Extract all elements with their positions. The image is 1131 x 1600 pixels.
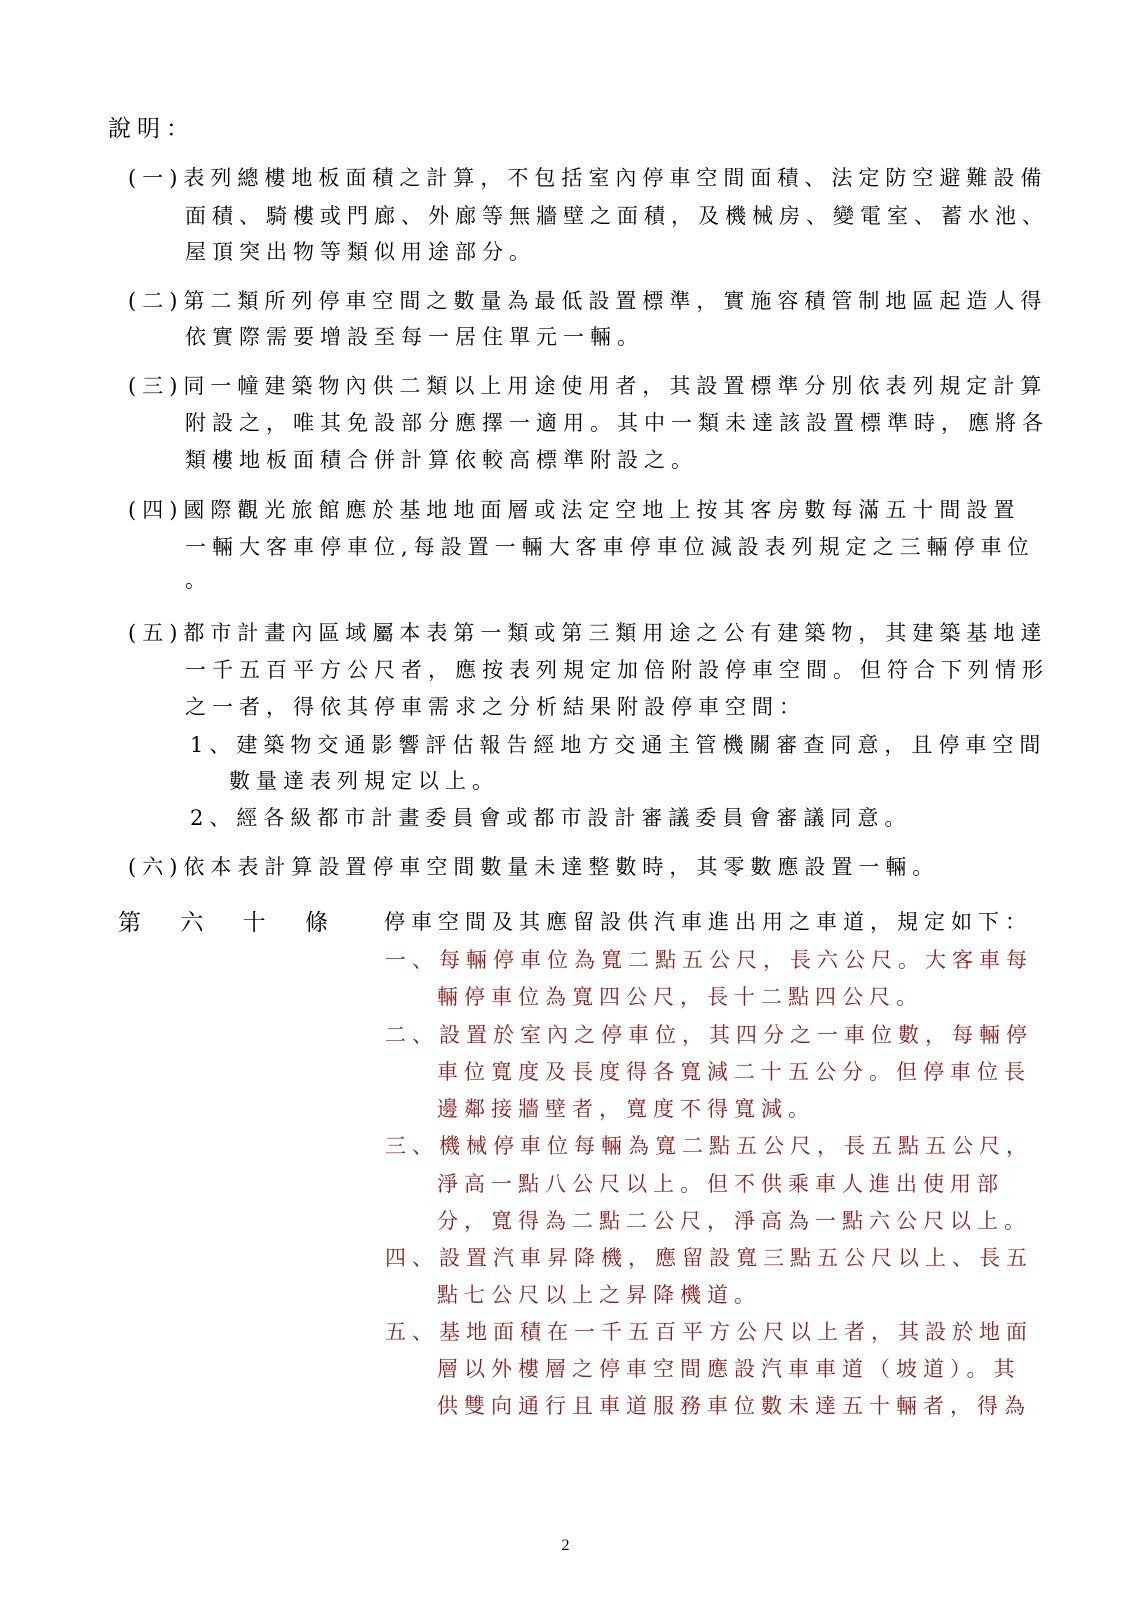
explanation-item-5-sub-2-line-1: 2、經各級都市計畫委員會或都市設計審議委員會審議同意。 — [190, 806, 912, 830]
explanation-item-1-line-2: 面積、騎樓或門廊、外廊等無牆壁之面積，及機械房、變電室、蓄水池、 — [185, 204, 1049, 228]
explanation-item-3-line-3: 類樓地板面積合併計算依較高標準附設之。 — [185, 448, 698, 472]
article-label-char-2: 六 — [180, 910, 204, 936]
article-clause-5-line-3: 供雙向通行且車道服務車位數未達五十輛者，得為 — [437, 1394, 1031, 1418]
explanation-item-5-line-3: 之一者，得依其停車需求之分析結果附設停車空間： — [185, 695, 806, 719]
explanation-item-5-line-2: 一千五百平方公尺者，應按表列規定加倍附設停車空間。但符合下列情形 — [185, 658, 1049, 682]
article-clause-3-line-2: 淨高一點八公尺以上。但不供乘車人進出使用部 — [437, 1172, 1004, 1196]
article-label — [118, 912, 328, 935]
article-clause-2-line-2: 車位寬度及長度得各寬減二十五公分。但停車位長 — [437, 1060, 1031, 1084]
article-label-char-4: 條 — [304, 910, 328, 936]
article-clause-4-line-1: 四、設置汽車昇降機，應留設寬三點五公尺以上、長五 — [385, 1246, 1033, 1270]
article-clause-1-line-2: 輛停車位為寬四公尺，長十二點四公尺。 — [437, 985, 923, 1009]
explanation-item-2-line-2: 依實際需要增設至每一居住單元一輛。 — [185, 325, 644, 349]
explanation-item-4-line-3: 。 — [185, 568, 212, 592]
explanation-item-1-line-3: 屋頂突出物等類似用途部分。 — [185, 240, 536, 264]
explanation-item-3-line-1: (三)同一幢建築物內供二類以上用途使用者，其設置標準分別依表列規定計算 — [128, 374, 1048, 398]
article-clause-5-line-2: 層以外樓層之停車空間應設汽車車道（坡道）。其 — [437, 1357, 1021, 1381]
article-clause-5-line-1: 五、基地面積在一千五百平方公尺以上者，其設於地面 — [385, 1320, 1033, 1344]
explanation-item-5-sub-1-line-1: 1、建築物交通影響評估報告經地方交通主管機關審查同意，且停車空間 — [190, 733, 1047, 757]
article-clause-3-line-3: 分，寬得為二點二公尺，淨高為一點六公尺以上。 — [437, 1209, 1031, 1233]
article-clause-2-line-1: 二、設置於室內之停車位，其四分之一車位數，每輛停 — [385, 1023, 1033, 1047]
explanation-item-5-sub-1-line-2: 數量達表列規定以上。 — [229, 769, 499, 793]
article-label-char-3: 十 — [242, 910, 266, 936]
explanation-item-5-line-1: (五)都市計畫內區域屬本表第一類或第三類用途之公有建築物，其建築基地達 — [128, 621, 1048, 645]
article-clause-1-line-1: 一、每輛停車位為寬二點五公尺，長六公尺。大客車每 — [385, 948, 1033, 972]
article-clause-2-line-3: 邊鄰接牆壁者，寬度不得寬減。 — [437, 1097, 815, 1121]
explanation-item-2-line-1: (二)第二類所列停車空間之數量為最低設置標準，實施容積管制地區起造人得 — [128, 289, 1048, 313]
article-label-char-1: 第 — [118, 910, 141, 936]
explanation-item-1-line-1: (一)表列總樓地板面積之計算，不包括室內停車空間面積、法定防空避難設備 — [128, 166, 1048, 190]
explanation-item-4-line-2: 一輛大客車停車位,每設置一輛大客車停車位減設表列規定之三輛停車位 — [185, 535, 1035, 559]
explanation-item-3-line-2: 附設之，唯其免設部分應擇一適用。其中一類未達該設置標準時，應將各 — [185, 411, 1049, 435]
article-clause-4-line-2: 點七公尺以上之昇降機道。 — [437, 1283, 761, 1307]
explanation-item-4-line-1: (四)國際觀光旅館應於基地地面層或法定空地上按其客房數每滿五十間設置 — [128, 498, 1021, 522]
article-clause-3-line-1: 三、機械停車位每輛為寬二點五公尺，長五點五公尺， — [385, 1134, 1033, 1158]
page-number: 2 — [561, 1537, 570, 1554]
article-intro: 停車空間及其應留設供汽車進出用之車道，規定如下： — [384, 910, 1032, 934]
explanation-heading: 說明： — [108, 116, 195, 142]
explanation-item-6-line-1: (六)依本表計算設置停車空間數量未達整數時，其零數應設置一輛。 — [128, 855, 940, 879]
